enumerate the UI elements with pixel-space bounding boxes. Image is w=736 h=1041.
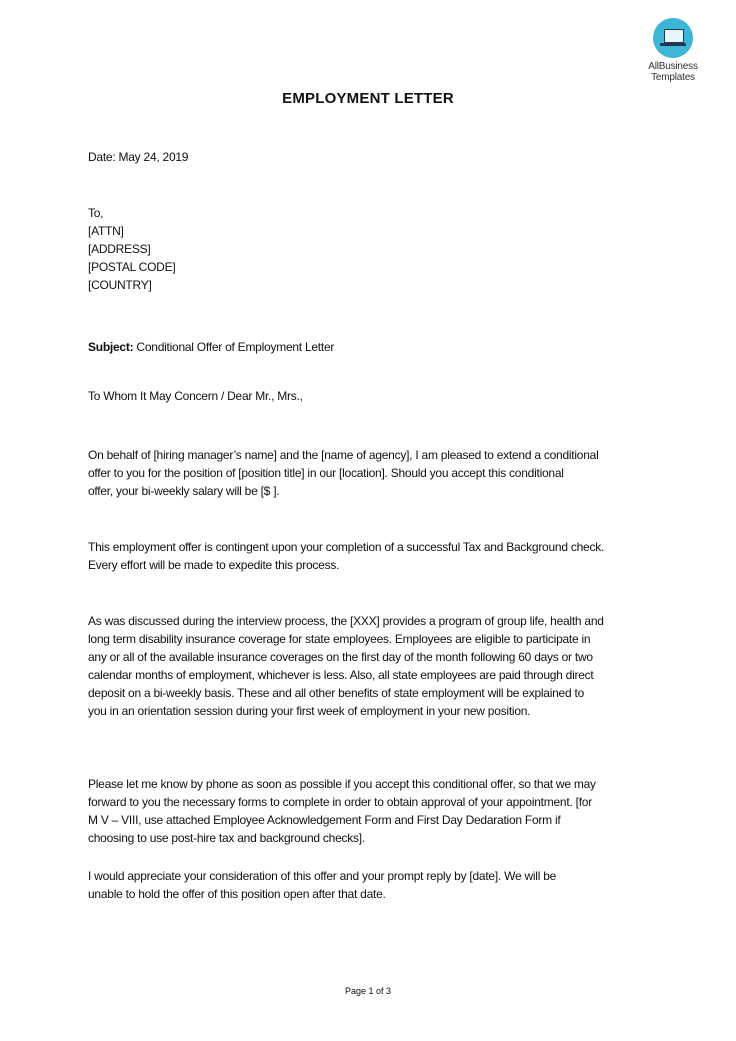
subject-text: Conditional Offer of Employment Letter bbox=[133, 340, 335, 354]
logo-line2: Templates bbox=[651, 72, 695, 83]
text-line: any or all of the available insurance coverages on the first day of the month following 60 days or two bbox=[88, 650, 593, 664]
text-line: long term disability insurance coverage for state employees. Employees are eligible to participate in bbox=[88, 632, 591, 646]
address-line: To, bbox=[88, 206, 104, 220]
text-line: deposit on a bi-weekly basis. These and all other benefits of state employment will be explained to bbox=[88, 686, 584, 700]
address-line: [COUNTRY] bbox=[88, 278, 152, 292]
text-line: Please let me know by phone as soon as possible if you accept this conditional offer, so that we may bbox=[88, 777, 596, 791]
allbusiness-templates-logo bbox=[640, 18, 706, 83]
salutation: To Whom It May Concern / Dear Mr., Mrs., bbox=[88, 389, 303, 403]
paragraph bbox=[88, 775, 596, 847]
paragraph bbox=[88, 538, 604, 574]
text-line: forward to you the necessary forms to complete in order to obtain approval of your appointment. [for bbox=[88, 795, 592, 809]
text-line: calendar months of employment, whichever is less. Also, all state employees are paid through direct bbox=[88, 668, 594, 682]
text-line: offer to you for the position of [position title] in our [location]. Should you accept this conditional bbox=[88, 466, 564, 480]
text-line: offer, your bi-weekly salary will be [$ ]. bbox=[88, 484, 280, 498]
text-line: you in an orientation session during your first week of employment in your new position. bbox=[88, 704, 531, 718]
text-line: Every effort will be made to expedite this process. bbox=[88, 558, 340, 572]
date-line: Date: May 24, 2019 bbox=[88, 150, 189, 164]
text-line: M V – VIII, use attached Employee Acknowledgement Form and First Day Dedaration Form if bbox=[88, 813, 561, 827]
recipient-address bbox=[88, 204, 175, 294]
document-title: EMPLOYMENT LETTER bbox=[282, 90, 454, 107]
paragraph bbox=[88, 446, 598, 500]
subject-label: Subject: bbox=[88, 340, 134, 354]
page-number: Page 1 of 3 bbox=[344, 986, 392, 996]
paragraph bbox=[88, 867, 556, 903]
text-line: As was discussed during the interview process, the [XXX] provides a program of group life, health and bbox=[88, 614, 604, 628]
text-line: choosing to use post-hire tax and background checks]. bbox=[88, 831, 365, 845]
text-line: On behalf of [hiring manager’s name] and the [name of agency], I am pleased to extend a conditional bbox=[88, 448, 599, 462]
laptop-icon bbox=[653, 18, 693, 58]
subject-line bbox=[88, 338, 334, 356]
text-line: unable to hold the offer of this position open after that date. bbox=[88, 887, 386, 901]
logo-line1: AllBusiness bbox=[648, 61, 698, 72]
address-line: [ADDRESS] bbox=[88, 242, 151, 256]
address-line: [POSTAL CODE] bbox=[88, 260, 176, 274]
address-line: [ATTN] bbox=[88, 224, 124, 238]
text-line: This employment offer is contingent upon your completion of a successful Tax and Background check. bbox=[88, 540, 605, 554]
text-line: I would appreciate your consideration of this offer and your prompt reply by [date]. We will be bbox=[88, 869, 557, 883]
paragraph bbox=[88, 612, 604, 720]
